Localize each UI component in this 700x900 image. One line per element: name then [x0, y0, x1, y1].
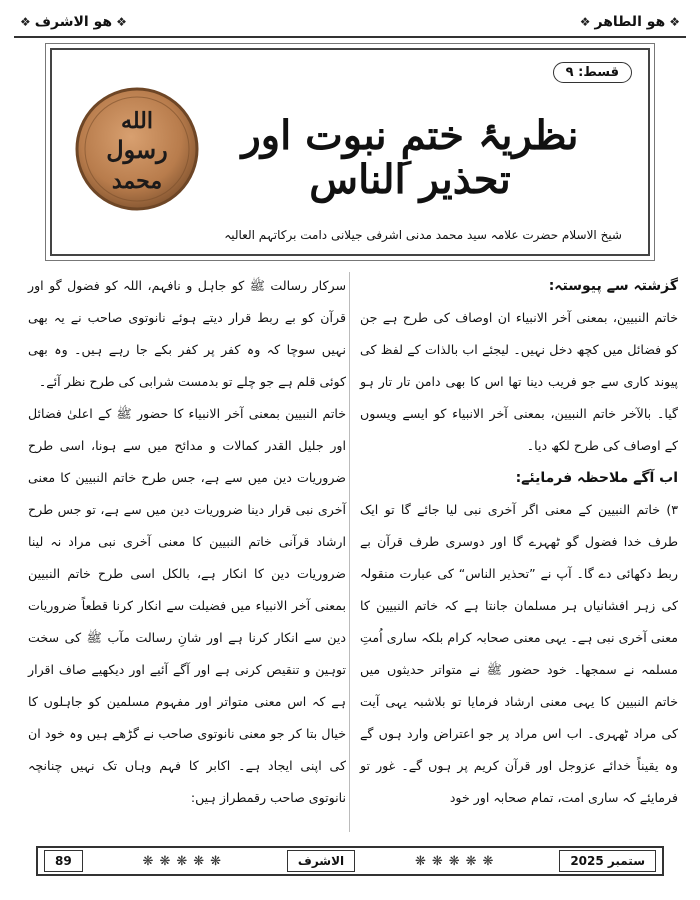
subheading: گزشتہ سے پیوستہ:: [548, 278, 678, 294]
ornament-icon: ❖: [669, 15, 680, 29]
subheading: اب آگے ملاحظہ فرمایئے:: [515, 470, 678, 486]
article-title: نظریۂ ختمِ نبوت اور تحذیر الناس: [241, 112, 579, 203]
ornament-icon: ❖: [20, 15, 31, 29]
magazine-name: الاشرف: [297, 854, 345, 868]
page-footer: [36, 846, 664, 876]
header-right: [580, 14, 680, 30]
paragraph: خاتم النبیین بمعنی آخر الانبیاء کا حضور ﷺ کے اعلیٰ فضائل اور جلیل القدر کمالات و مدائح میں سے ہونا، اسی طرح ضروریات دین میں سے ہے، جس طرح خاتم النبیین کا معنی آخری نبی قرار دینا ضروریات دین میں سے ہے، تو جس طرح ارشاد قرآنی خاتم النبیین کا معنی آخری نبی مراد نہ لینا ضروریات دین کا انکار ہے، بالکل اسی طرح خاتم النبیین بمعنی آخر الانبیاء میں فضیلت سے انکار کرنا قطعاً ضروریات دین سے انکار کرنا ہے اور شانِ رسالت مآب ﷺ کی سخت توہین و تنقیص کرنی ہے اور آگے آئیے اور دیکھیے صاف اقرار ہے کہ اس معنی متواتر اور مفہوم مسلمین کو جاہلوں کا خیال بتا کر جو معنی نانوتوی صاحب نے گڑھے ہیں وہ خود ان کی اپنی ایجاد ہے۔ اکابر کا فہم وہاں تک نہیں چنانچہ نانوتوی صاحب رقمطراز ہیں:: [28, 406, 346, 805]
footer-ornament: ❋❋❋❋❋: [142, 853, 228, 869]
seal-line-2: رسول: [106, 135, 168, 164]
paragraph: خاتم النبیین، بمعنی آخر الانبیاء ان اوصاف کی طرح ہے جن کو فضائل میں کچھ دخل نہیں۔ لیجئے اب بالذات کے لفظ کی پیوند کاری سے جو فریب دینا تھا اس کا بھی دامن تار تار ہو گیا۔ بالآخر خاتم النبیین، بمعنی آخر الانبیاء کو ایسے ویسوں کے اوصاف کی طرح لکھ دیا۔: [360, 310, 678, 453]
right-column: [360, 270, 678, 814]
header-left: [20, 14, 127, 30]
left-column: [28, 270, 346, 814]
column-divider: [349, 272, 350, 832]
seal-line-1: الله: [121, 108, 153, 134]
ornament-icon: ❖: [579, 15, 591, 29]
issue-date-box: [559, 850, 656, 872]
header-left-title: ھو الاشرف: [34, 14, 113, 30]
seal-line-3: محمد: [111, 168, 163, 194]
paragraph: ۳) خاتم النبیین کے معنی اگر آخری نبی لیا جائے گا تو ایک طرف خدا فضول گو ٹھہرے گا اور دوسری طرف قرآن بے ربط دکھائی دے گا۔ آپ نے ”تحذیر الناس“ کی عبارت منقولہ کی زہر افشانیاں ہر مسلمان جانتا ہے کہ خاتم النبیین کا معنی آخری نبی ہے۔ یہی معنی صحابہ کرام بلکہ ساری اُمتِ مسلمہ نے سمجھا۔ خود حضور ﷺ نے متواتر حدیثوں میں خاتم النبیین کا یہی معنی ارشاد فرمایا تو بلاشبہ یہی آیت کی مراد ٹھہری۔ اب اس مراد پر جو اعتراض وارد ہوں گے وہ یقیناً خدائے عزوجل اور قرآن کریم پر ہوں گے۔ غور تو فرمایئے کہ ساری امت، تمام صحابہ اور خود: [360, 502, 678, 805]
title-frame: [50, 48, 650, 256]
page-number-box: [44, 850, 83, 872]
issue-date: ستمبر 2025: [570, 854, 646, 868]
installment-badge: قسط: ۹: [553, 62, 632, 83]
running-header: [14, 8, 686, 38]
footer-ornament: ❋❋❋❋❋: [414, 853, 500, 869]
page-number: 89: [55, 854, 72, 868]
magazine-name-box: [287, 850, 355, 872]
ornament-icon: ❖: [116, 15, 127, 29]
author-line: شیخ الاسلام حضرت علامہ سید محمد مدنی اشرفی جیلانی دامت برکاتہم العالیہ: [224, 228, 622, 242]
seal-icon: [72, 84, 202, 214]
paragraph: سرکار رسالت ﷺ کو جاہل و نافہم، اللہ کو فضول گو اور قرآن کو بے ربط قرار دیتے ہوئے نانوتوی صاحب نے یہ بھی نہیں سوچا کہ وہ کفر پر کفر بکے جا رہے ہیں۔ وہ بھی کوئی قلم ہے جو چلے تو بدمست شرابی کی طرح نظر آئے۔: [28, 278, 346, 389]
header-right-title: ھو الطاھر: [594, 14, 666, 30]
